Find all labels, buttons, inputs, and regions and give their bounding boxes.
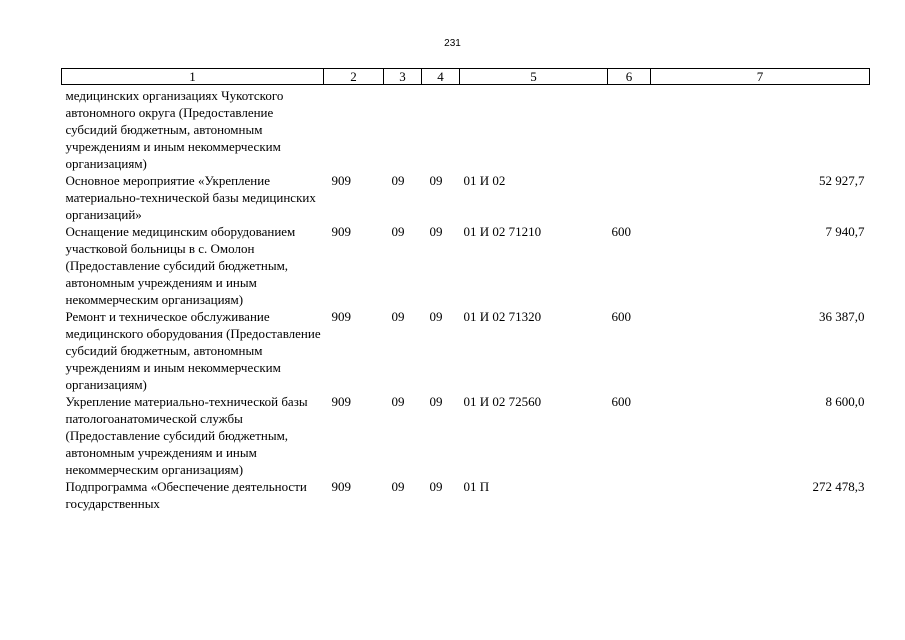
page-number: 231 — [444, 38, 461, 49]
table-row — [62, 478, 870, 512]
row-csr: 01 И 02 72560 — [463, 394, 542, 409]
column-header-5: 5 — [460, 69, 608, 85]
row-vr — [608, 172, 651, 223]
row-grbs: 909 — [331, 479, 351, 494]
row-amount: 7 940,7 — [825, 224, 865, 239]
row-amount: 8 600,0 — [825, 394, 865, 409]
row-name: Оснащение медицинским оборудованием участковой больницы в с. Омолон (Предоставление субсидий бюджетным, автономным учреждениям и иным некоммерческим организациям) — [65, 224, 296, 307]
column-header-1: 1 — [62, 69, 324, 85]
table-row — [62, 308, 870, 393]
table-header-row — [62, 69, 870, 85]
row-amount — [651, 85, 870, 173]
row-csr — [460, 85, 608, 173]
column-header-2: 2 — [324, 69, 384, 85]
row-vr: 600 — [611, 394, 631, 409]
row-vr: 600 — [611, 224, 631, 239]
row-rz: 09 — [391, 309, 405, 324]
row-csr: 01 И 02 71320 — [463, 309, 542, 324]
row-rz — [384, 85, 422, 173]
column-header-3: 3 — [384, 69, 422, 85]
row-pr: 09 — [429, 394, 443, 409]
row-grbs: 909 — [331, 224, 351, 239]
row-grbs — [324, 85, 384, 173]
row-amount: 52 927,7 — [819, 173, 865, 188]
row-rz: 09 — [391, 479, 405, 494]
row-grbs: 909 — [331, 309, 351, 324]
row-rz: 09 — [391, 394, 405, 409]
row-pr: 09 — [429, 173, 443, 188]
table-row — [62, 85, 870, 173]
row-pr: 09 — [429, 224, 443, 239]
row-name: Укрепление материально-технической базы патологоанатомической службы (Предоставление субсидий бюджетным, автономным учреждениям и иным некоммерческим организациям) — [65, 394, 308, 477]
row-vr — [608, 85, 651, 173]
budget-table — [61, 68, 870, 512]
row-grbs: 909 — [331, 173, 351, 188]
row-rz: 09 — [391, 224, 405, 239]
column-header-6: 6 — [608, 69, 651, 85]
row-pr — [422, 85, 460, 173]
row-name: Подпрограмма «Обеспечение деятельности государственных — [65, 479, 307, 511]
row-csr: 01 П — [463, 479, 490, 494]
row-pr: 09 — [429, 309, 443, 324]
table-row — [62, 223, 870, 308]
column-header-7: 7 — [651, 69, 870, 85]
row-name: медицинских организациях Чукотского автономного округа (Предоставление субсидий бюджетным, автономным учреждениям и иным некоммерческим организациям) — [65, 88, 284, 171]
row-rz: 09 — [391, 173, 405, 188]
column-header-4: 4 — [422, 69, 460, 85]
row-name: Основное мероприятие «Укрепление материально-технической базы медицинских организаций» — [65, 173, 316, 222]
row-csr: 01 И 02 71210 — [463, 224, 542, 239]
row-amount: 272 478,3 — [812, 479, 865, 494]
row-vr: 600 — [611, 309, 631, 324]
row-amount: 36 387,0 — [819, 309, 865, 324]
row-pr: 09 — [429, 479, 443, 494]
row-csr: 01 И 02 — [463, 173, 506, 188]
row-grbs: 909 — [331, 394, 351, 409]
row-vr — [608, 478, 651, 512]
table-row — [62, 172, 870, 223]
table-row — [62, 393, 870, 478]
row-name: Ремонт и техническое обслуживание медицинского оборудования (Предоставление субсидий бюджетным, автономным учреждениям и иным некоммерческим организациям) — [65, 309, 321, 392]
